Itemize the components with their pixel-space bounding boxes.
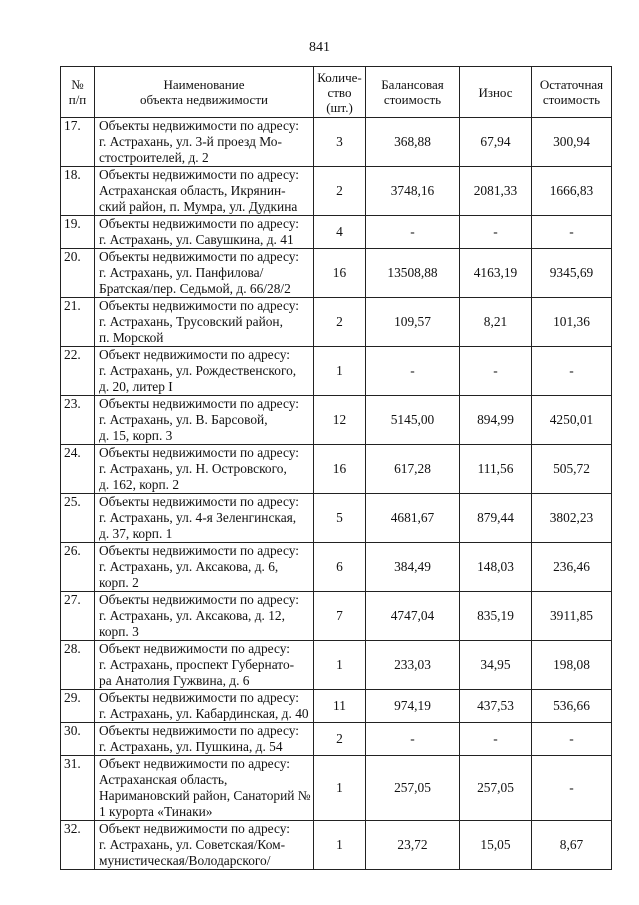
row-depreciation: -	[460, 347, 532, 396]
row-number: 28.	[61, 641, 95, 690]
row-quantity: 1	[314, 347, 366, 396]
table-row	[61, 690, 612, 723]
table-body	[61, 118, 612, 870]
row-number: 18.	[61, 167, 95, 216]
row-quantity: 12	[314, 396, 366, 445]
row-depreciation: 2081,33	[460, 167, 532, 216]
table-row	[61, 641, 612, 690]
row-residual-value: 3802,23	[532, 494, 612, 543]
row-object-name: Объект недвижимости по адресу: Астраханская область, Наримановский район, Санаторий № 1 курорта «Тинаки»	[95, 756, 314, 821]
row-number: 23.	[61, 396, 95, 445]
row-residual-value: 300,94	[532, 118, 612, 167]
header-residual-value: Остаточная стоимость	[532, 67, 612, 118]
row-object-name: Объекты недвижимости по адресу: г. Астрахань, ул. Н. Островского, д. 162, корп. 2	[95, 445, 314, 494]
row-balance-value: 4747,04	[366, 592, 460, 641]
row-depreciation: -	[460, 723, 532, 756]
row-object-name: Объекты недвижимости по адресу: г. Астрахань, ул. Панфилова/ Братская/пер. Седьмой, д. 66/28/2	[95, 249, 314, 298]
row-number: 31.	[61, 756, 95, 821]
row-depreciation: 879,44	[460, 494, 532, 543]
row-quantity: 7	[314, 592, 366, 641]
row-depreciation: 15,05	[460, 821, 532, 870]
row-balance-value: -	[366, 723, 460, 756]
header-depreciation: Износ	[460, 67, 532, 118]
table-row	[61, 249, 612, 298]
row-number: 26.	[61, 543, 95, 592]
table-row	[61, 723, 612, 756]
row-number: 27.	[61, 592, 95, 641]
row-balance-value: -	[366, 347, 460, 396]
row-quantity: 16	[314, 445, 366, 494]
row-depreciation: 8,21	[460, 298, 532, 347]
table-row	[61, 216, 612, 249]
row-balance-value: 13508,88	[366, 249, 460, 298]
row-residual-value: 8,67	[532, 821, 612, 870]
row-balance-value: 3748,16	[366, 167, 460, 216]
row-balance-value: 257,05	[366, 756, 460, 821]
row-residual-value: -	[532, 756, 612, 821]
row-number: 20.	[61, 249, 95, 298]
row-residual-value: -	[532, 723, 612, 756]
row-residual-value: -	[532, 216, 612, 249]
page-number: 841	[309, 40, 330, 55]
row-depreciation: 67,94	[460, 118, 532, 167]
row-quantity: 6	[314, 543, 366, 592]
row-number: 32.	[61, 821, 95, 870]
row-object-name: Объект недвижимости по адресу: г. Астрахань, ул. Советская/Ком- мунистическая/Володарского/	[95, 821, 314, 870]
row-balance-value: 368,88	[366, 118, 460, 167]
row-balance-value: 5145,00	[366, 396, 460, 445]
row-depreciation: 894,99	[460, 396, 532, 445]
row-residual-value: -	[532, 347, 612, 396]
row-quantity: 1	[314, 641, 366, 690]
table-row	[61, 592, 612, 641]
row-balance-value: 4681,67	[366, 494, 460, 543]
row-number: 24.	[61, 445, 95, 494]
row-depreciation: 34,95	[460, 641, 532, 690]
row-object-name: Объекты недвижимости по адресу: г. Астрахань, ул. Кабардинская, д. 40	[95, 690, 314, 723]
row-object-name: Объекты недвижимости по адресу: Астраханская область, Икрянин- ский район, п. Мумра, ул. Дудкина	[95, 167, 314, 216]
table-row	[61, 118, 612, 167]
row-balance-value: -	[366, 216, 460, 249]
row-quantity: 5	[314, 494, 366, 543]
row-balance-value: 23,72	[366, 821, 460, 870]
row-balance-value: 233,03	[366, 641, 460, 690]
row-residual-value: 505,72	[532, 445, 612, 494]
table-row	[61, 543, 612, 592]
row-object-name: Объекты недвижимости по адресу: г. Астрахань, ул. 3-й проезд Мо- стостроителей, д. 2	[95, 118, 314, 167]
row-quantity: 16	[314, 249, 366, 298]
row-quantity: 2	[314, 723, 366, 756]
row-object-name: Объекты недвижимости по адресу: г. Астрахань, ул. Аксакова, д. 12, корп. 3	[95, 592, 314, 641]
row-depreciation: 111,56	[460, 445, 532, 494]
row-residual-value: 1666,83	[532, 167, 612, 216]
row-depreciation: 437,53	[460, 690, 532, 723]
row-residual-value: 536,66	[532, 690, 612, 723]
row-residual-value: 4250,01	[532, 396, 612, 445]
row-balance-value: 617,28	[366, 445, 460, 494]
row-balance-value: 384,49	[366, 543, 460, 592]
row-balance-value: 974,19	[366, 690, 460, 723]
row-depreciation: 4163,19	[460, 249, 532, 298]
row-quantity: 11	[314, 690, 366, 723]
row-depreciation: 257,05	[460, 756, 532, 821]
table-header-row	[61, 67, 612, 118]
table-row	[61, 347, 612, 396]
table-row	[61, 445, 612, 494]
header-name: Наименование объекта недвижимости	[95, 67, 314, 118]
row-quantity: 1	[314, 821, 366, 870]
row-number: 21.	[61, 298, 95, 347]
table-row	[61, 494, 612, 543]
table-row	[61, 396, 612, 445]
row-number: 29.	[61, 690, 95, 723]
property-table	[60, 66, 612, 870]
header-balance-value: Балансовая стоимость	[366, 67, 460, 118]
row-number: 19.	[61, 216, 95, 249]
row-balance-value: 109,57	[366, 298, 460, 347]
table-row	[61, 756, 612, 821]
row-object-name: Объекты недвижимости по адресу: г. Астрахань, ул. Аксакова, д. 6, корп. 2	[95, 543, 314, 592]
table-row	[61, 821, 612, 870]
row-residual-value: 236,46	[532, 543, 612, 592]
row-quantity: 1	[314, 756, 366, 821]
row-depreciation: -	[460, 216, 532, 249]
row-residual-value: 3911,85	[532, 592, 612, 641]
row-object-name: Объекты недвижимости по адресу: г. Астрахань, ул. Савушкина, д. 41	[95, 216, 314, 249]
row-object-name: Объекты недвижимости по адресу: г. Астрахань, ул. В. Барсовой, д. 15, корп. 3	[95, 396, 314, 445]
header-quantity: Количе- ство (шт.)	[314, 67, 366, 118]
row-residual-value: 198,08	[532, 641, 612, 690]
row-quantity: 2	[314, 167, 366, 216]
row-object-name: Объекты недвижимости по адресу: г. Астрахань, Трусовский район, п. Морской	[95, 298, 314, 347]
row-number: 17.	[61, 118, 95, 167]
header-number: № п/п	[61, 67, 95, 118]
row-depreciation: 148,03	[460, 543, 532, 592]
row-number: 25.	[61, 494, 95, 543]
row-depreciation: 835,19	[460, 592, 532, 641]
row-object-name: Объект недвижимости по адресу: г. Астрахань, проспект Губернато- ра Анатолия Гужвина, д. 6	[95, 641, 314, 690]
row-object-name: Объект недвижимости по адресу: г. Астрахань, ул. Рождественского, д. 20, литер I	[95, 347, 314, 396]
row-number: 30.	[61, 723, 95, 756]
row-residual-value: 9345,69	[532, 249, 612, 298]
row-object-name: Объекты недвижимости по адресу: г. Астрахань, ул. 4-я Зеленгинская, д. 37, корп. 1	[95, 494, 314, 543]
row-quantity: 2	[314, 298, 366, 347]
row-object-name: Объекты недвижимости по адресу: г. Астрахань, ул. Пушкина, д. 54	[95, 723, 314, 756]
table-row	[61, 167, 612, 216]
row-number: 22.	[61, 347, 95, 396]
table-row	[61, 298, 612, 347]
row-quantity: 3	[314, 118, 366, 167]
row-residual-value: 101,36	[532, 298, 612, 347]
row-quantity: 4	[314, 216, 366, 249]
